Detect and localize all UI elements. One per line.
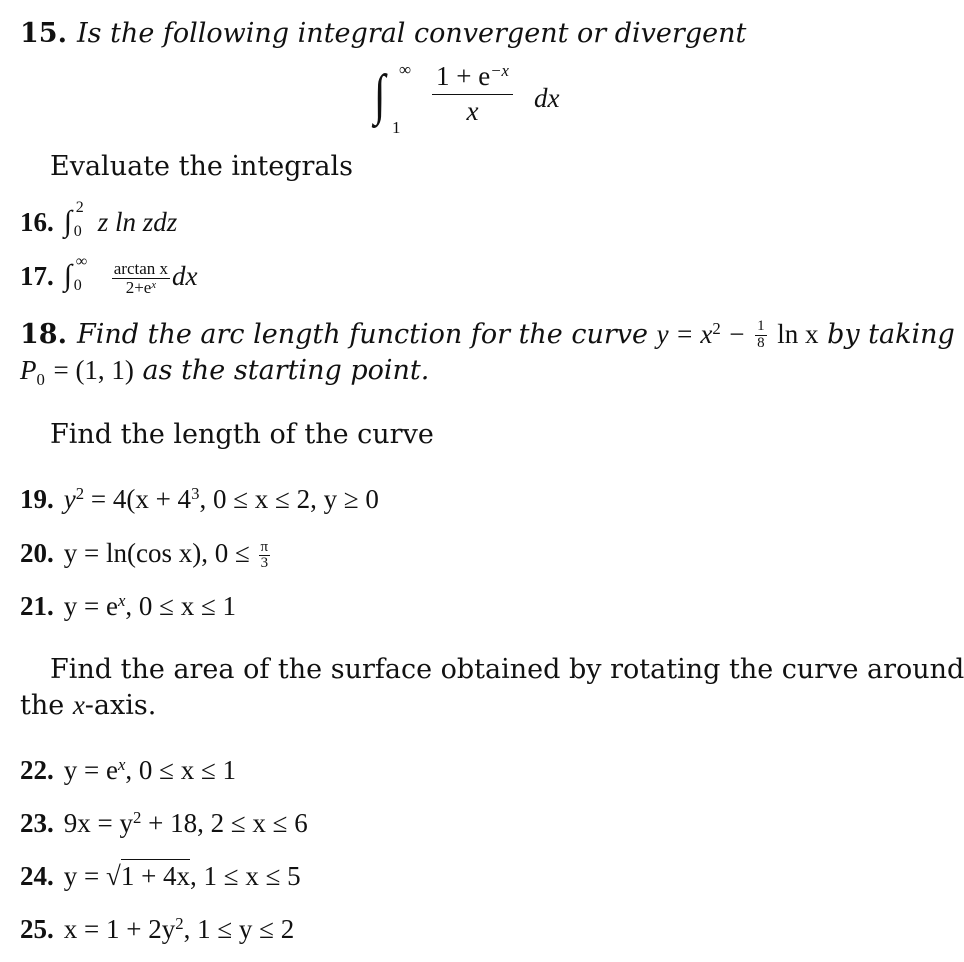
exponent: 3 (191, 483, 200, 503)
problem-20 (20, 537, 272, 572)
equation-part: y (63, 484, 76, 514)
section-heading-integrals: Evaluate the integrals (50, 151, 354, 182)
differential: dx (172, 261, 198, 291)
heading-text: the (20, 690, 65, 721)
exponent: x (117, 590, 126, 610)
fraction: $\frac{1}{8}$ (757, 318, 765, 351)
problem-number: 16. (20, 207, 54, 237)
section-heading-surface-2 (20, 689, 156, 722)
equation-part: , 1 ≤ x ≤ 5 (190, 861, 301, 891)
exponent: 2 (132, 807, 142, 827)
equation-part: x = 1 + 2y (63, 914, 176, 944)
equation-part: y = ln(cos x), 0 ≤ (63, 538, 250, 568)
integral-sign-icon: ∫ ∞ 0 (63, 253, 88, 294)
radicand: 1 + 4x (120, 861, 191, 891)
problem-15 (20, 18, 746, 50)
section-heading-surface: Find the area of the surface obtained by rotating the curve around (50, 654, 964, 685)
problem-19 (20, 483, 379, 515)
equation-part: 9x = y (63, 808, 133, 838)
equation-part: = 4(x + 4 (90, 484, 192, 514)
integral-lower: 1 (392, 118, 401, 137)
integrand-fraction: $\frac{\text{arctan x}}{2+e^x}$ (113, 259, 169, 298)
problem-23 (20, 807, 308, 839)
equation-part: y = (63, 861, 100, 891)
problem-number: 21. (20, 591, 54, 621)
integrand: z ln zdz (97, 207, 178, 237)
problem-number: 25. (20, 914, 54, 944)
integral-fraction (432, 60, 513, 129)
fraction: $\frac{\pi}{3}$ (260, 538, 269, 572)
point-value: = (1, 1) (53, 355, 134, 385)
subscript: 0 (36, 369, 45, 389)
problem-number: 15. (20, 18, 67, 49)
integral-sign-icon: ∫ (373, 64, 386, 126)
heading-text: -axis. (84, 690, 157, 721)
problem-text: Find the arc length function for the curve (76, 319, 649, 350)
problem-number: 18. (20, 319, 67, 350)
problem-18-line-2 (20, 354, 429, 387)
exponent: 2 (712, 318, 721, 338)
equation-part: ln x (777, 319, 819, 349)
problem-number: 24. (20, 861, 54, 891)
problem-number: 22. (20, 755, 54, 785)
equation-part: y = e (63, 591, 118, 621)
exponent: 2 (175, 913, 184, 933)
minus-sign: − (729, 319, 745, 349)
point-label: P (20, 355, 37, 385)
fraction-numerator: $1 + e^{-x}$ (432, 60, 513, 95)
problem-25 (20, 913, 294, 945)
equation-part: y = x (656, 319, 713, 349)
problem-16 (20, 199, 178, 240)
exponent: x (117, 754, 126, 774)
equation-part: , 0 ≤ x ≤ 2, y ≥ 0 (199, 484, 379, 514)
equation-part: , 0 ≤ x ≤ 1 (125, 591, 237, 621)
equation-part: + 18, 2 ≤ x ≤ 6 (148, 808, 308, 838)
equation-part: , 0 ≤ x ≤ 1 (125, 755, 237, 785)
variable: x (72, 690, 85, 720)
problem-text: Is the following integral convergent or divergent (76, 18, 747, 49)
exponent: 2 (75, 483, 85, 503)
problem-22 (20, 754, 236, 786)
differential: dx (534, 83, 560, 113)
integral-sign-icon: ∫ 2 0 (63, 199, 84, 240)
problem-18-line-1 (20, 318, 955, 352)
problem-number: 19. (20, 484, 54, 514)
problem-text: as the starting point. (142, 355, 430, 386)
problem-number: 23. (20, 808, 54, 838)
equation-part: , 1 ≤ y ≤ 2 (183, 914, 295, 944)
problem-17 (20, 253, 198, 298)
problem-21 (20, 590, 236, 622)
equation-part: y = e (63, 755, 118, 785)
square-root-icon: √ (105, 861, 121, 891)
fraction-denominator: x (466, 95, 479, 126)
section-heading-length: Find the length of the curve (50, 419, 434, 450)
problem-24 (20, 860, 301, 892)
problem-text: by taking (827, 319, 955, 350)
integral-upper: ∞ (399, 60, 412, 79)
problem-number: 20. (20, 538, 54, 568)
problem-number: 17. (20, 261, 54, 291)
